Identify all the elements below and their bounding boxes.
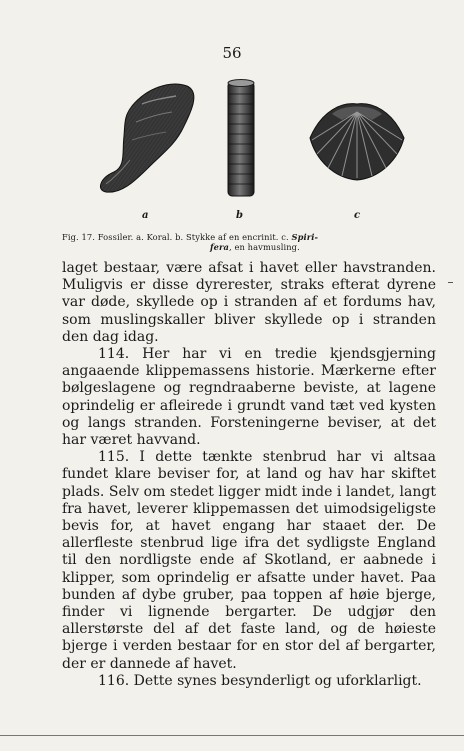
caption-text-1: Fig. 17. Fossiler. a. Koral. b. Stykke af en encrinit. c.	[62, 232, 292, 242]
caption-genus-part-2: fera	[210, 242, 229, 252]
fossil-figure	[92, 74, 412, 224]
body-text	[62, 260, 436, 690]
caption-genus-part-1: Spiri-	[291, 232, 319, 242]
paragraph-114: 114. Her har vi en tredie kjendsgjerning angaaende klippemassens historie. Mærkerne efter bølgeslagene og regndraaberne beviste, at lagene oprindelig er afleirede i grundt vand tæt ved kysten og langs stranden. Forsteningerne beviser, at det har været havvand.	[62, 346, 436, 449]
spirifera-shell-illustration	[302, 74, 412, 221]
figure-letter-b: b	[236, 210, 243, 221]
paragraph-116: 116. Dette synes besynderligt og uforklarligt.	[98, 672, 422, 689]
paragraph-115: 115. I dette tænkte stenbrud har vi altsaa fundet klare beviser for, at land og hav har skiftet plads. Selv om stedet ligger midt inde i landet, langt fra havet, leverer klippemassen det uimodsigeligste bevis for, at havet engang har staaet der. De allerfleste stenbrud lige ifra det sydligste England til den nordligste ende af Skotland, er aabnede i klipper, som oprindelig er afsatte under havet. Paa bunden af dybe gruber, paa toppen af høie bjerge, finder vi lignende bergarter. De udgjør den allerstørste del af det faste land, og de høieste bjerge i verden bestaar for en stor del af bergarter, der er dannede af havet.	[62, 449, 436, 672]
figure-letter-c: c	[354, 210, 361, 221]
coral-illustration	[92, 74, 202, 221]
figure-letter-a: a	[142, 210, 149, 221]
caption-text-2: , en havmusling.	[229, 242, 300, 252]
margin-mark	[448, 282, 453, 283]
page-number: 56	[222, 44, 242, 62]
encrinite-illustration	[220, 74, 260, 221]
figure-caption	[62, 232, 407, 252]
page-bottom-rule	[0, 735, 464, 736]
paragraph-continuation: laget bestaar, være afsat i havet eller havstranden. Muligvis er disse dyrerester, straks efterat dyrene var døde, skyllede op i stranden af et fordums hav, som muslingskaller bliver skyllede op i stranden den dag idag.	[62, 260, 436, 345]
